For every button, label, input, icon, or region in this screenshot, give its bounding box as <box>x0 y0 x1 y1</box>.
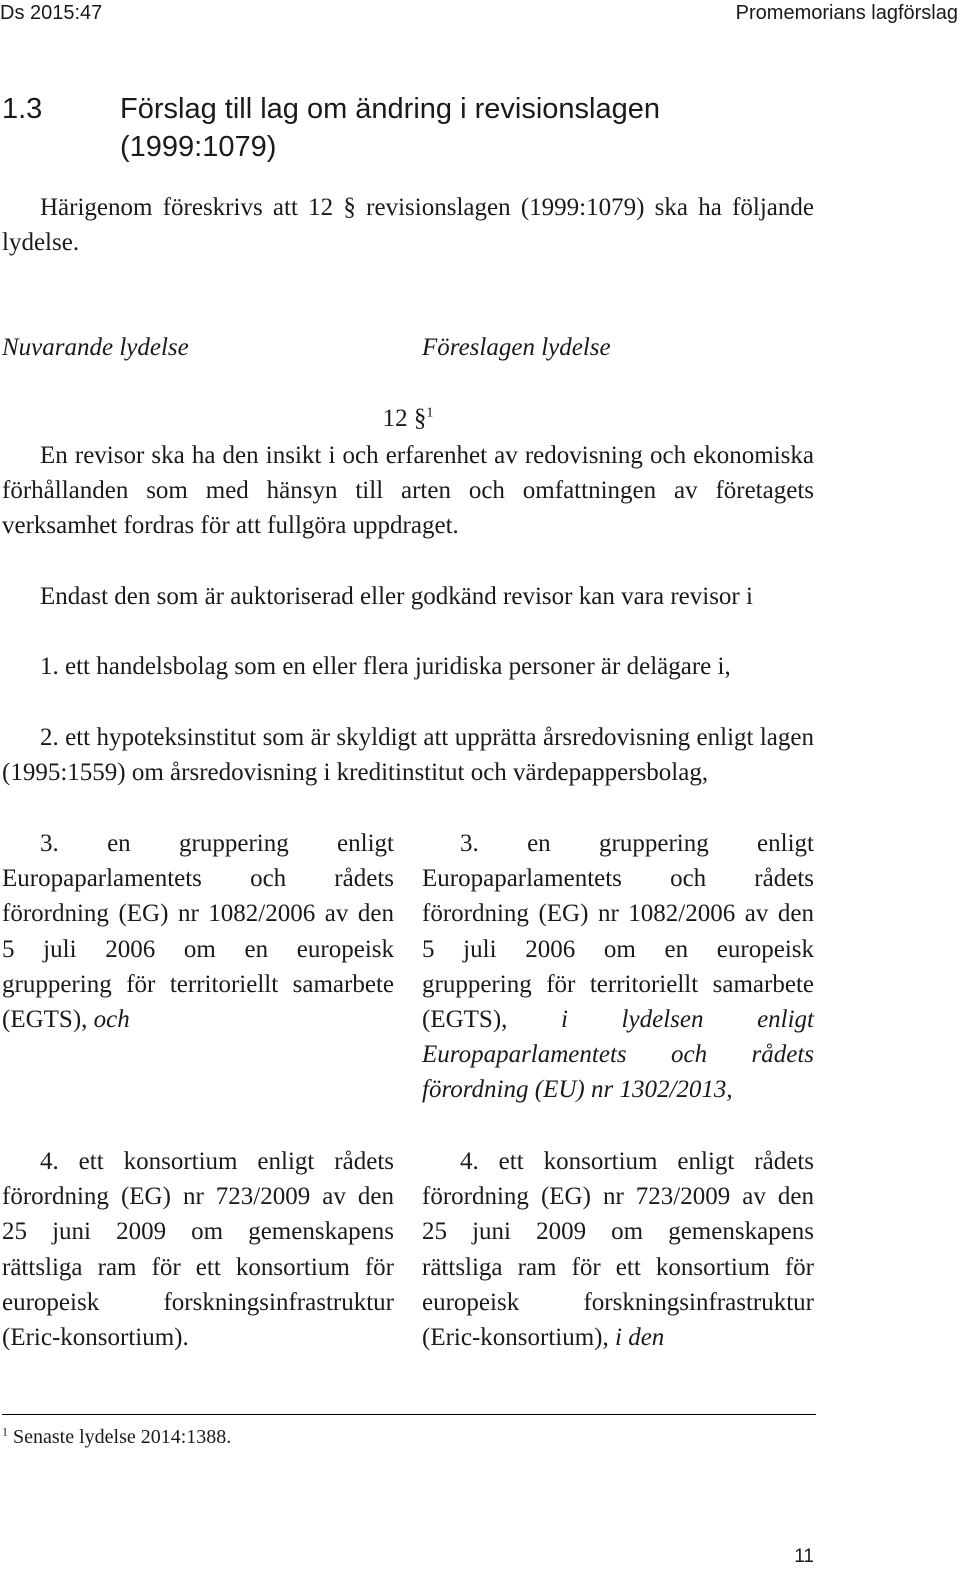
paragraph-1: En revisor ska ha den insikt i och erfarenhet av redovisning och ekonomiska förhållanden som med hänsyn till arten och omfattningen av företagets verksamhet fordras för att fullgöra uppdraget. <box>2 442 814 540</box>
footnote-divider <box>2 1414 816 1415</box>
footnote-marker: 1 <box>2 1424 8 1439</box>
heading-number: 1.3 <box>2 93 43 125</box>
paragraph-number <box>2 404 814 434</box>
left-item-3-italic: och <box>93 1006 130 1034</box>
right-item-3-text: 3. en gruppering enligt Europaparlamentets och rådets förordning (EG) nr 1082/2006 av den 5 juli 2006 om en europeisk gruppering för territoriellt samarbete (EGTS), <box>422 830 814 1034</box>
left-item-4: 4. ett konsortium enligt rådets förordning (EG) nr 723/2009 av den 25 juni 2009 om gemenskapens rättsliga ram för ett konsortium för europeisk forskningsinfrastruktur (Eric-konsortium). <box>2 1148 394 1352</box>
paragraph-2: Endast den som är auktoriserad eller godkänd revisor kan vara revisor i <box>40 583 753 610</box>
footnote-text: Senaste lydelse 2014:1388. <box>13 1426 232 1448</box>
running-header-left: Ds 2015:47 <box>0 2 103 24</box>
column-heading-proposed: Föreslagen lydelse <box>422 334 611 361</box>
right-item-4-text: 4. ett konsortium enligt rådets förordning (EG) nr 723/2009 av den 25 juni 2009 om gemenskapens rättsliga ram för ett konsortium för europeisk forskningsinfrastruktur (Eric-konsortium), <box>422 1148 814 1352</box>
right-item-4 <box>422 1144 814 1355</box>
heading-title: Förslag till lag om ändring i revisionslagen (1999:1079) <box>120 93 660 163</box>
page-number: 11 <box>794 1546 814 1567</box>
left-item-3-text: 3. en gruppering enligt Europaparlamentets och rådets förordning (EG) nr 1082/2006 av den 5 juli 2006 om en europeisk gruppering för territoriellt samarbete (EGTS), <box>2 830 394 1034</box>
list-item-1: 1. ett handelsbolag som en eller flera juridiska personer är delägare i, <box>40 653 731 680</box>
list-item-2: 2. ett hypoteksinstitut som är skyldigt att upprätta årsredovisning enligt lagen (1995:1559) om årsredovisning i kreditinstitut och värdepappersbolag, <box>2 724 814 787</box>
paragraph-number-text: 12 § <box>382 405 427 432</box>
left-item-3 <box>2 826 394 1037</box>
right-item-3 <box>422 826 814 1108</box>
footnote-reference: 1 <box>426 405 434 421</box>
intro-paragraph: Härigenom föreskrivs att 12 § revisionslagen (1999:1079) ska ha följande lydelse. <box>2 194 814 257</box>
running-header-right: Promemorians lagförslag <box>735 2 958 24</box>
right-item-3-italic: i lydelsen enligt Europaparlamentets och rådets förordning (EU) nr 1302/2013, <box>422 1006 815 1104</box>
right-item-4-italic: i den <box>615 1324 665 1352</box>
footnote <box>2 1426 231 1449</box>
column-heading-current: Nuvarande lydelse <box>2 334 189 361</box>
